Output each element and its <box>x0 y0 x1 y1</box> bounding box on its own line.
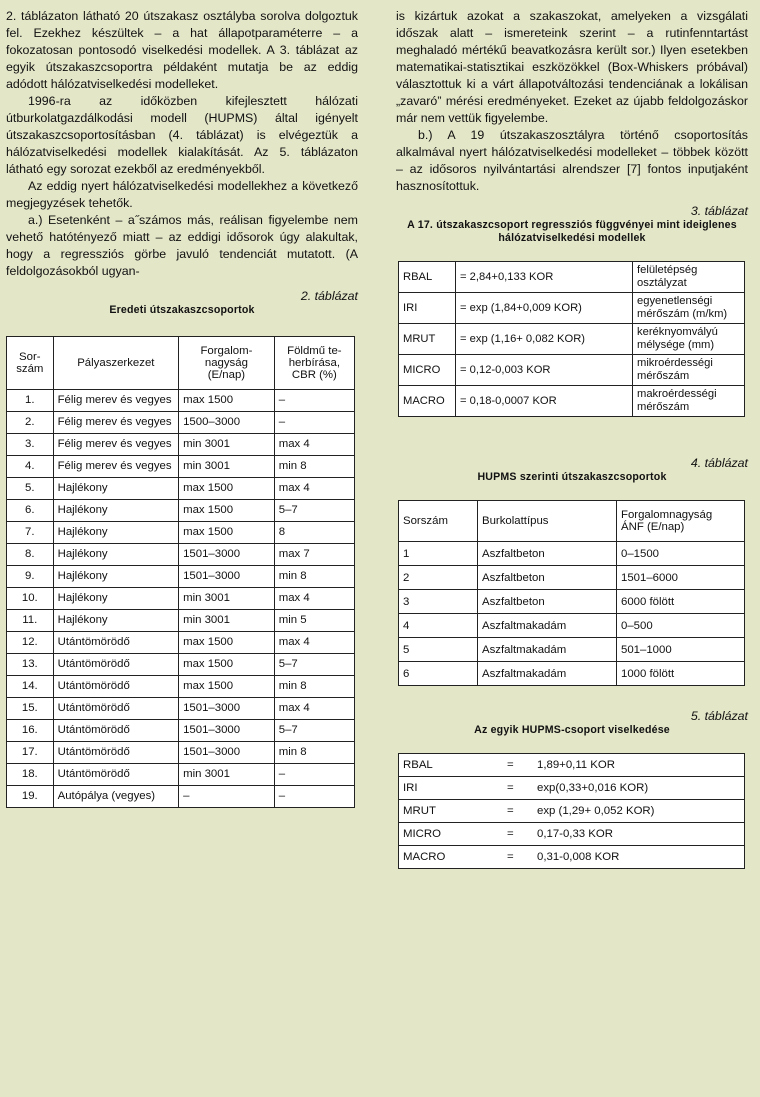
table-cell: Hajlékony <box>53 610 178 632</box>
table-cell: 1501–3000 <box>179 720 275 742</box>
table-cell: 5–7 <box>274 654 354 676</box>
table-cell: keréknyomvályú mélysége (mm) <box>633 324 745 355</box>
table-cell: min 3001 <box>179 764 275 786</box>
table-cell: max 1500 <box>179 478 275 500</box>
column-header: Burkolattípus <box>478 501 617 542</box>
table-cell: – <box>274 786 354 808</box>
table-row <box>7 412 355 434</box>
table-cell: 5. <box>7 478 54 500</box>
table-cell: 5 <box>399 638 478 662</box>
table-cell: exp (1,29+ 0,052 KOR) <box>533 800 745 823</box>
table-cell: 1 <box>399 542 478 566</box>
table-cell: mikroérdességi mérőszám <box>633 355 745 386</box>
table-cell: 1. <box>7 390 54 412</box>
table-cell: Aszfaltmakadám <box>478 662 617 686</box>
table-row <box>7 456 355 478</box>
body-paragraph: Az eddig nyert hálózatviselkedési modellekhez a következő megjegyzések tehetők. <box>6 179 358 210</box>
table-row <box>7 632 355 654</box>
table-cell: Hajlékony <box>53 522 178 544</box>
table-cell: 1,89+0,11 KOR <box>533 754 745 777</box>
table-cell: Utántömörödő <box>53 698 178 720</box>
table-cell: 8 <box>274 522 354 544</box>
table-cell: makroérdességi mérőszám <box>633 386 745 417</box>
table-cell: max 1500 <box>179 654 275 676</box>
table-cell: = <box>503 800 533 823</box>
right-column <box>396 8 748 869</box>
table-cell: 1501–3000 <box>179 742 275 764</box>
table-cell: Utántömörödő <box>53 632 178 654</box>
table-cell: Aszfaltbeton <box>478 590 617 614</box>
table-cell: max 4 <box>274 698 354 720</box>
table-cell: MICRO <box>399 823 504 846</box>
table2-number: 2. táblázat <box>300 289 358 303</box>
table-cell: = exp (1,84+0,009 KOR) <box>456 293 633 324</box>
table-cell: max 4 <box>274 478 354 500</box>
table-cell: = 0,18-0,0007 KOR <box>456 386 633 417</box>
table-cell: 5–7 <box>274 500 354 522</box>
table-cell: 5–7 <box>274 720 354 742</box>
table-cell: max 1500 <box>179 500 275 522</box>
column-header: Forgalom- nagyság (E/nap) <box>179 337 275 390</box>
table-cell: 2. <box>7 412 54 434</box>
table-cell: 1500–3000 <box>179 412 275 434</box>
table3 <box>398 261 745 417</box>
table5 <box>398 753 745 869</box>
table5-title: Az egyik HUPMS-csoport viselkedése <box>474 724 670 736</box>
table-cell: Aszfaltbeton <box>478 542 617 566</box>
table-row <box>399 662 745 686</box>
table-cell: 7. <box>7 522 54 544</box>
table-row <box>399 754 745 777</box>
table-cell: max 4 <box>274 588 354 610</box>
table-cell: min 5 <box>274 610 354 632</box>
table-cell: Aszfaltmakadám <box>478 614 617 638</box>
table-cell: 6. <box>7 500 54 522</box>
table-cell: Utántömörödő <box>53 720 178 742</box>
table-cell: 13. <box>7 654 54 676</box>
table-cell: min 3001 <box>179 456 275 478</box>
table-row <box>399 777 745 800</box>
table-cell: 9. <box>7 566 54 588</box>
column-header: Sor- szám <box>7 337 54 390</box>
table-cell: max 1500 <box>179 632 275 654</box>
table-cell: = 0,12-0,003 KOR <box>456 355 633 386</box>
body-paragraph: 2. táblázaton látható 20 útszakasz osztályba sorolva dolgoztuk fel. Ezekhez készültek – a hat állapotparaméterre – a fokozatosan pontosodó viselkedési modellek. A 3. táblázat az egyik útszakaszcsoportra példaként mutatja be az eddig adódott hálózatviselkedési modelleket. <box>6 9 358 91</box>
table-cell: = 2,84+0,133 KOR <box>456 262 633 293</box>
table-cell: egyenetlenségi mérőszám (m/km) <box>633 293 745 324</box>
table-cell: RBAL <box>399 754 504 777</box>
table-cell: 1501–3000 <box>179 544 275 566</box>
column-header: Sorszám <box>399 501 478 542</box>
table-cell: min 8 <box>274 456 354 478</box>
table-cell: min 8 <box>274 676 354 698</box>
table-row <box>399 542 745 566</box>
table-row <box>7 544 355 566</box>
table-cell: Hajlékony <box>53 500 178 522</box>
table-row <box>399 800 745 823</box>
table-cell: Utántömörödő <box>53 676 178 698</box>
table-cell: min 3001 <box>179 588 275 610</box>
table-cell: 1000 fölött <box>617 662 745 686</box>
table-cell: Utántömörödő <box>53 764 178 786</box>
table-cell: = exp (1,16+ 0,082 KOR) <box>456 324 633 355</box>
table-row <box>7 676 355 698</box>
table-cell: – <box>274 764 354 786</box>
table-cell: 12. <box>7 632 54 654</box>
table-cell: Hajlékony <box>53 478 178 500</box>
table-cell: min 8 <box>274 566 354 588</box>
table-row <box>7 720 355 742</box>
table-row <box>399 324 745 355</box>
table-cell: IRI <box>399 777 504 800</box>
table4 <box>398 500 745 686</box>
table-cell: Aszfaltmakadám <box>478 638 617 662</box>
table-row <box>7 610 355 632</box>
table-cell: 3 <box>399 590 478 614</box>
table-cell: Aszfaltbeton <box>478 566 617 590</box>
table-cell: max 7 <box>274 544 354 566</box>
table-row <box>7 786 355 808</box>
column-header: Forgalomnagyság ÁNF (E/nap) <box>617 501 745 542</box>
table-cell: 0–500 <box>617 614 745 638</box>
table4-title: HUPMS szerinti útszakaszcsoportok <box>477 471 667 483</box>
table-cell: Autópálya (vegyes) <box>53 786 178 808</box>
table-cell: 0–1500 <box>617 542 745 566</box>
body-paragraph: 1996-ra az időközben kifejlesztett hálózati útburkolatgazdálkodási modell (HUPMS) által igényelt útszakaszcsoportosításban (4. táblázat) is elvégeztük a hálózatviselkedési modellek kialakítását. Az 5. táblázaton látható egy sorozat ezekből az eredményekből. <box>6 94 358 176</box>
table-cell: MICRO <box>399 355 456 386</box>
table-cell: 16. <box>7 720 54 742</box>
body-paragraph: a.) Esetenként – a˝számos más, reálisan figyelembe nem vehető hatótényező miatt – az eddigi idősorok úgy alakultak, hogy a regressziós görbe javuló tendenciát mutatott. (A feldolgozásokból ugyan- <box>6 213 358 278</box>
table-cell: 15. <box>7 698 54 720</box>
table-cell: = <box>503 846 533 869</box>
table-cell: Félig merev és vegyes <box>53 390 178 412</box>
table4-number: 4. táblázat <box>690 456 748 470</box>
table-cell: 6 <box>399 662 478 686</box>
table-cell: Félig merev és vegyes <box>53 456 178 478</box>
table-row <box>7 698 355 720</box>
table-cell: – <box>179 786 275 808</box>
table-cell: max 1500 <box>179 390 275 412</box>
table-cell: min 8 <box>274 742 354 764</box>
table-row <box>399 262 745 293</box>
table-row <box>399 293 745 324</box>
table-cell: 3. <box>7 434 54 456</box>
table-cell: 10. <box>7 588 54 610</box>
table-row <box>7 390 355 412</box>
table-cell: Utántömörödő <box>53 742 178 764</box>
table-cell: 6000 fölött <box>617 590 745 614</box>
table-row <box>399 590 745 614</box>
table-cell: 8. <box>7 544 54 566</box>
table-row <box>399 386 745 417</box>
table-cell: MACRO <box>399 846 504 869</box>
table-cell: Utántömörödő <box>53 654 178 676</box>
body-paragraph: is kizártuk azokat a szakaszokat, amelyeken a vizsgálati időszak alatt – ismereteink szerint – a rutinfenntartást meghaladó mértékű beavatkozásra került sor.) Ilyen esetekben matematikai-statisztikai eszközökkel (Box-Whiskers próbával) választottuk ki a várt állapotváltozási tendenciának a lokálisan „zavaró” mérési eredményeket. Ezeket az újabb feldolgozáskor már nem vettük figyelembe. <box>396 9 748 125</box>
table-cell: 14. <box>7 676 54 698</box>
table-cell: – <box>274 412 354 434</box>
table-cell: 0,17-0,33 KOR <box>533 823 745 846</box>
table-row <box>7 764 355 786</box>
table2 <box>6 336 355 808</box>
table-cell: min 3001 <box>179 434 275 456</box>
table5-number: 5. táblázat <box>690 709 748 723</box>
table-row <box>399 638 745 662</box>
table3-number: 3. táblázat <box>690 204 748 218</box>
table-cell: 1501–3000 <box>179 566 275 588</box>
table-row <box>7 434 355 456</box>
table-row <box>399 355 745 386</box>
column-header: Földmű te- herbírása, CBR (%) <box>274 337 354 390</box>
table-cell: 2 <box>399 566 478 590</box>
table-cell: Hajlékony <box>53 566 178 588</box>
table-cell: 11. <box>7 610 54 632</box>
table-row <box>7 522 355 544</box>
table-row <box>7 654 355 676</box>
table-cell: MACRO <box>399 386 456 417</box>
table-cell: 0,31-0,008 KOR <box>533 846 745 869</box>
left-column <box>6 8 358 808</box>
table-cell: MRUT <box>399 324 456 355</box>
table-cell: 18. <box>7 764 54 786</box>
table-cell: 19. <box>7 786 54 808</box>
table-row <box>7 566 355 588</box>
table-row <box>399 823 745 846</box>
table-row <box>7 500 355 522</box>
table-cell: 17. <box>7 742 54 764</box>
table-row <box>399 566 745 590</box>
table-cell: 4 <box>399 614 478 638</box>
table-cell: Hajlékony <box>53 588 178 610</box>
table-cell: = <box>503 823 533 846</box>
column-header: Pályaszerkezet <box>53 337 178 390</box>
table-cell: max 1500 <box>179 522 275 544</box>
table-cell: = <box>503 777 533 800</box>
table-cell: MRUT <box>399 800 504 823</box>
table-cell: exp(0,33+0,016 KOR) <box>533 777 745 800</box>
table-row <box>7 478 355 500</box>
body-paragraph: b.) A 19 útszakaszosztályra történő csoportosítás alkalmával nyert hálózatviselkedési modelleket – többek között – az idősoros nyilvántartási alrendszer [7] fontos inputjaként hasznosítottuk. <box>396 128 748 193</box>
table3-title: A 17. útszakaszcsoport regressziós függvényei mint ideiglenes hálózatviselkedési modellek <box>407 219 737 244</box>
table-cell: Félig merev és vegyes <box>53 412 178 434</box>
table-cell: max 4 <box>274 632 354 654</box>
table-cell: min 3001 <box>179 610 275 632</box>
table-cell: max 4 <box>274 434 354 456</box>
table-row <box>7 742 355 764</box>
table-cell: 1501–3000 <box>179 698 275 720</box>
table-cell: IRI <box>399 293 456 324</box>
table2-title: Eredeti útszakaszcsoportok <box>109 304 255 316</box>
table-row <box>399 846 745 869</box>
table-row <box>7 588 355 610</box>
table-cell: max 1500 <box>179 676 275 698</box>
table-cell: felületépség osztályzat <box>633 262 745 293</box>
table-row <box>399 614 745 638</box>
table-cell: Hajlékony <box>53 544 178 566</box>
table-cell: 501–1000 <box>617 638 745 662</box>
table-cell: = <box>503 754 533 777</box>
table-cell: 4. <box>7 456 54 478</box>
table-cell: Félig merev és vegyes <box>53 434 178 456</box>
table-cell: – <box>274 390 354 412</box>
table-cell: RBAL <box>399 262 456 293</box>
table-cell: 1501–6000 <box>617 566 745 590</box>
